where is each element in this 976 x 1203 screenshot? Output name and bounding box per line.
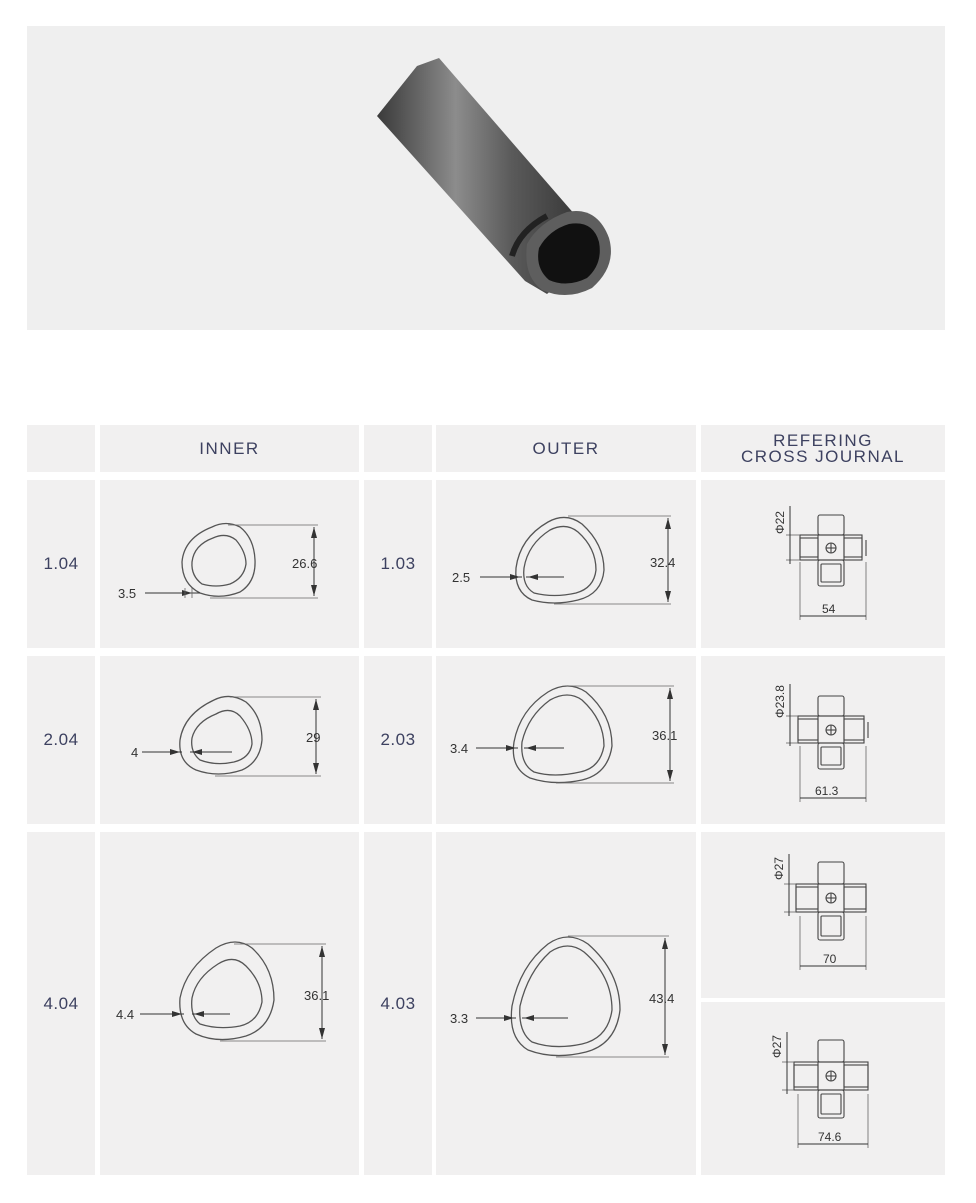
inner-code-1: 1.04 [27, 480, 95, 648]
outer-profile-drawing-3 [436, 832, 696, 1175]
journal-diameter-2: Φ23.8 [773, 685, 787, 718]
header-outer: OUTER [436, 425, 696, 472]
journal-length-1: 54 [822, 602, 836, 616]
journal-length-3a: 70 [823, 952, 837, 966]
outer-code-2: 2.03 [364, 656, 432, 824]
inner-thickness-2: 4 [131, 745, 139, 760]
inner-profile-drawing-1 [100, 480, 359, 648]
inner-profile-1 [100, 480, 359, 648]
outer-profile-2 [436, 656, 696, 824]
outer-thickness-3: 3.3 [450, 1011, 469, 1026]
outer-code-1: 1.03 [364, 480, 432, 648]
cross-journal-2 [701, 656, 945, 824]
header-cross-line1: REFERING [773, 430, 873, 450]
outer-thickness-1: 2.5 [452, 570, 471, 585]
product-photo-panel [27, 26, 945, 330]
cross-journal-drawing-3b [701, 1002, 945, 1175]
cross-journal-drawing-3a [701, 832, 945, 998]
cross-journal-drawing-2 [701, 656, 945, 824]
inner-code-2: 2.04 [27, 656, 95, 824]
outer-profile-drawing-2 [436, 656, 696, 824]
outer-height-3: 43.4 [649, 991, 675, 1006]
journal-diameter-3b: Φ27 [770, 1035, 784, 1058]
outer-profile-1 [436, 480, 696, 648]
outer-profile-3 [436, 832, 696, 1175]
inner-height-2: 29 [306, 730, 321, 745]
inner-code-3: 4.04 [27, 832, 95, 1175]
header-cross-line2: CROSS JOURNAL [740, 446, 906, 466]
inner-profile-3 [100, 832, 359, 1175]
inner-thickness-3: 4.4 [116, 1007, 135, 1022]
cross-journal-drawing-1 [701, 480, 945, 648]
journal-length-2: 61.3 [815, 784, 839, 798]
inner-profile-drawing-2 [100, 656, 359, 824]
inner-height-1: 26.6 [292, 556, 318, 571]
journal-diameter-1: Φ22 [773, 511, 787, 534]
cross-journal-3b [701, 1002, 945, 1175]
journal-length-3b: 74.6 [818, 1130, 842, 1144]
journal-diameter-3a: Φ27 [772, 857, 786, 880]
cross-journal-1 [701, 480, 945, 648]
outer-profile-drawing-1 [436, 480, 696, 648]
header-blank-1 [27, 425, 95, 472]
outer-thickness-2: 3.4 [450, 741, 469, 756]
inner-profile-2 [100, 656, 359, 824]
header-blank-2 [364, 425, 432, 472]
header-inner: INNER [100, 425, 359, 472]
header-cross-journal [701, 425, 945, 472]
inner-thickness-1: 3.5 [118, 586, 137, 601]
triangular-tube-image [27, 26, 945, 330]
outer-code-3: 4.03 [364, 832, 432, 1175]
outer-height-2: 36.1 [652, 728, 678, 743]
inner-height-3: 36.1 [304, 988, 330, 1003]
cross-journal-3a [701, 832, 945, 998]
outer-height-1: 32.4 [650, 555, 676, 570]
inner-profile-drawing-3 [100, 832, 359, 1175]
